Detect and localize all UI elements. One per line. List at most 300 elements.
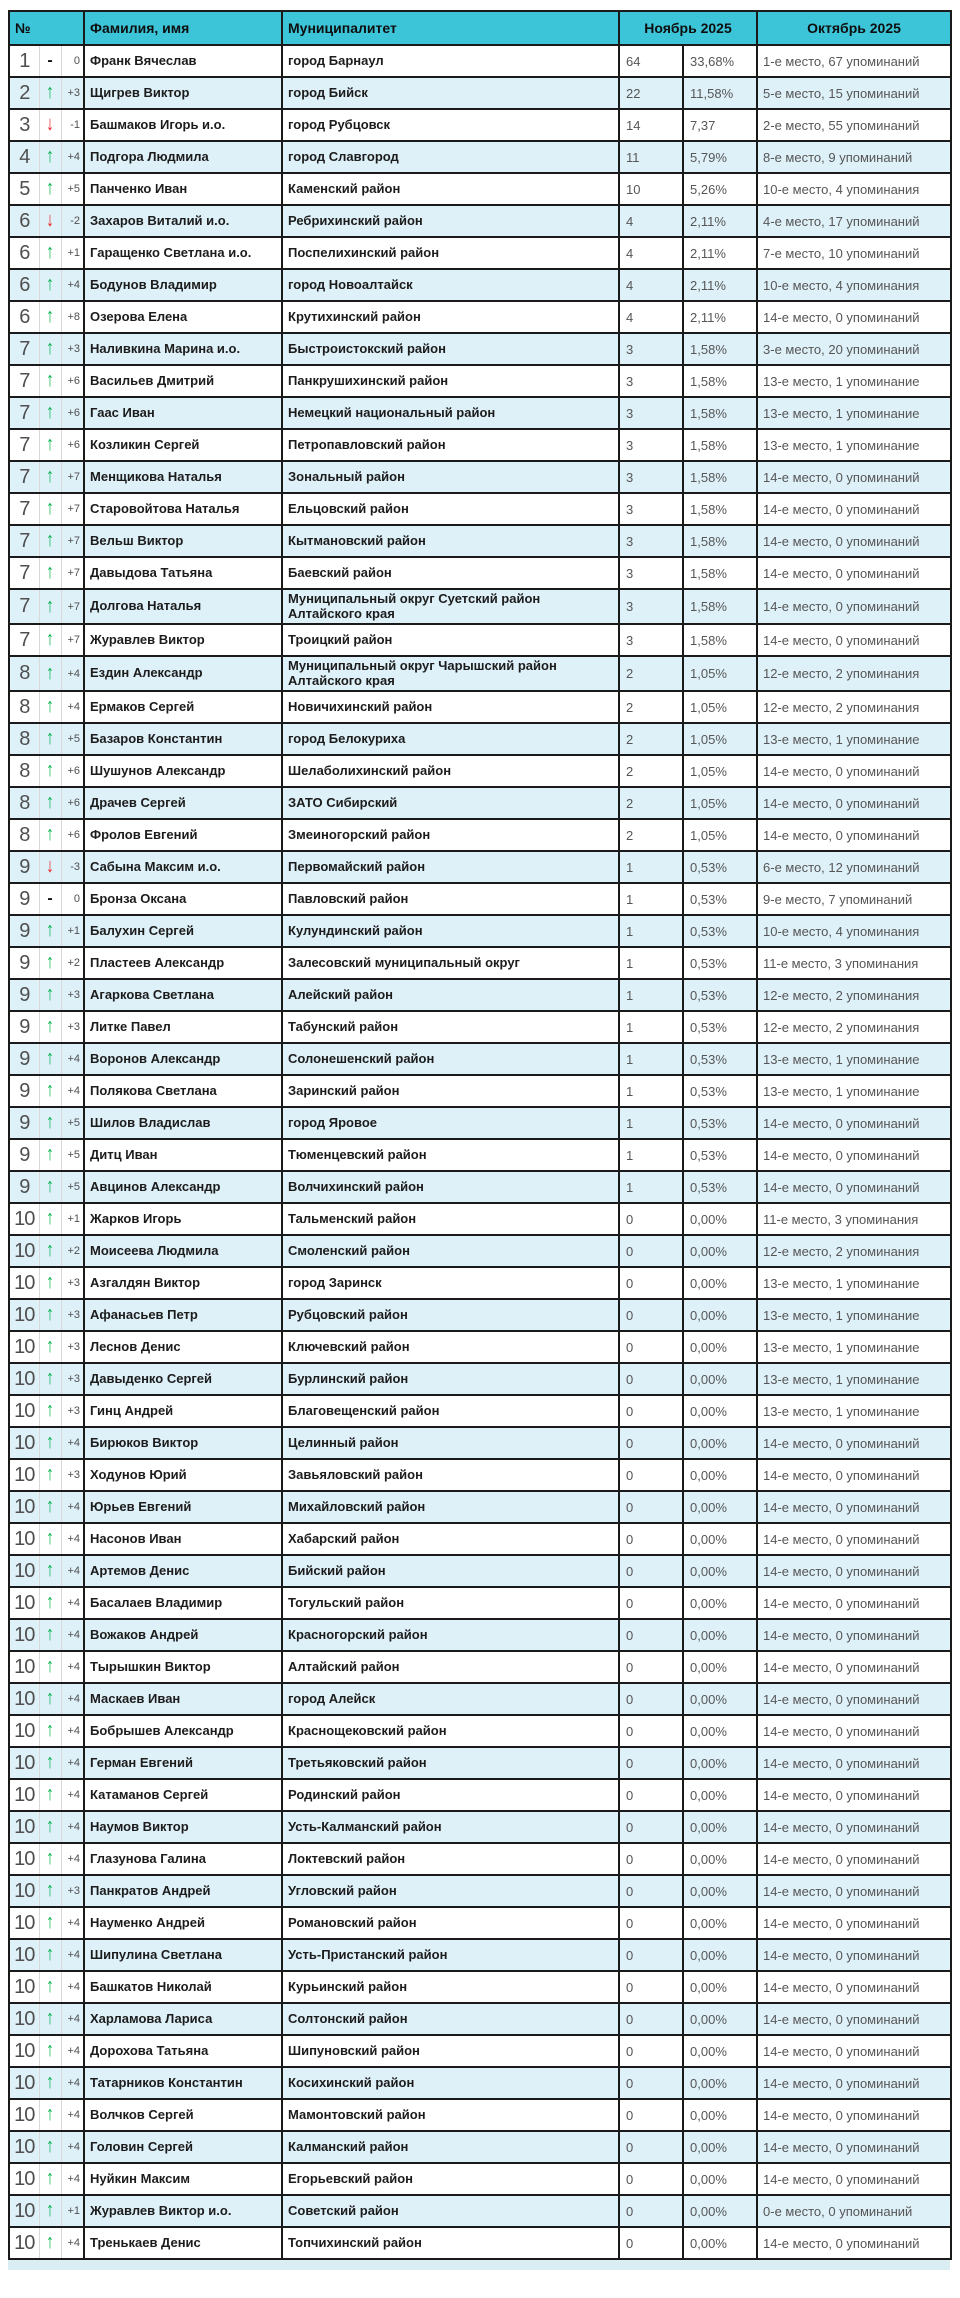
october-result-cell: 10-е место, 4 упоминания <box>757 269 951 301</box>
table-row <box>9 589 951 624</box>
trend-cell <box>39 691 61 723</box>
trend-same-icon: - <box>47 890 53 908</box>
table-row <box>9 2195 951 2227</box>
mentions-percent-cell: 33,68% <box>683 45 757 77</box>
mentions-percent-cell: 1,58% <box>683 365 757 397</box>
municipality-cell: Егорьевский район <box>282 2163 619 2195</box>
table-row <box>9 979 951 1011</box>
trend-up-icon: ↑ <box>46 337 54 359</box>
municipality-cell: Усть-Пристанский район <box>282 1939 619 1971</box>
table-row <box>9 1875 951 1907</box>
october-result-cell: 14-е место, 0 упоминаний <box>757 1555 951 1587</box>
person-name-cell: Журавлев Виктор и.о. <box>84 2195 282 2227</box>
october-result-cell: 12-е место, 2 упоминания <box>757 979 951 1011</box>
mentions-percent-cell: 0,53% <box>683 1107 757 1139</box>
rank-delta-cell: +3 <box>61 1331 84 1363</box>
person-name-cell: Науменко Андрей <box>84 1907 282 1939</box>
trend-cell <box>39 173 61 205</box>
trend-up-icon: ↑ <box>46 1815 54 1838</box>
rank-delta-cell: +4 <box>61 691 84 723</box>
table-row <box>9 1011 951 1043</box>
trend-up-icon: ↑ <box>46 951 54 974</box>
mentions-percent-cell: 1,58% <box>683 557 757 589</box>
mentions-count-cell: 0 <box>619 1715 683 1747</box>
trend-cell <box>39 557 61 589</box>
person-name-cell: Артемов Денис <box>84 1555 282 1587</box>
trend-cell <box>39 1683 61 1715</box>
municipality-cell: Целинный район <box>282 1427 619 1459</box>
mentions-count-cell: 0 <box>619 1619 683 1651</box>
mentions-count-cell: 1 <box>619 851 683 883</box>
mentions-count-cell: 0 <box>619 1747 683 1779</box>
mentions-percent-cell: 0,53% <box>683 915 757 947</box>
trend-cell <box>39 787 61 819</box>
trend-up-icon: ↑ <box>46 1879 54 1902</box>
municipality-cell: город Алейск <box>282 1683 619 1715</box>
header-rank: № <box>9 11 84 45</box>
trend-cell <box>39 1939 61 1971</box>
october-result-cell: 13-е место, 1 упоминание <box>757 1075 951 1107</box>
trend-cell <box>39 1651 61 1683</box>
trend-cell <box>39 1811 61 1843</box>
municipality-cell: город Славгород <box>282 141 619 173</box>
trend-cell <box>39 141 61 173</box>
trend-cell <box>39 1555 61 1587</box>
rank-delta-cell: +4 <box>61 1971 84 2003</box>
rank-delta-cell: +6 <box>61 755 84 787</box>
rank-cell: 10 <box>9 1235 39 1267</box>
rank-cell: 7 <box>9 397 39 429</box>
mentions-percent-cell: 0,00% <box>683 1587 757 1619</box>
rank-delta-cell: +4 <box>61 1043 84 1075</box>
rank-cell: 8 <box>9 755 39 787</box>
municipality-cell: Крутихинский район <box>282 301 619 333</box>
person-name-cell: Башмаков Игорь и.о. <box>84 109 282 141</box>
table-row <box>9 269 951 301</box>
mentions-percent-cell: 0,00% <box>683 1779 757 1811</box>
mentions-percent-cell: 7,37 <box>683 109 757 141</box>
october-result-cell: 0-е место, 0 упоминаний <box>757 2195 951 2227</box>
person-name-cell: Вельш Виктор <box>84 525 282 557</box>
rank-cell: 7 <box>9 557 39 589</box>
october-result-cell: 14-е место, 0 упоминаний <box>757 557 951 589</box>
person-name-cell: Журавлев Виктор <box>84 624 282 656</box>
rank-cell: 8 <box>9 656 39 691</box>
rank-cell: 9 <box>9 1011 39 1043</box>
rank-delta-cell: +4 <box>61 2227 84 2259</box>
mentions-percent-cell: 0,00% <box>683 1299 757 1331</box>
trend-up-icon: ↑ <box>46 2199 54 2222</box>
mentions-percent-cell: 1,05% <box>683 691 757 723</box>
rank-delta-cell: +1 <box>61 1203 84 1235</box>
next-row-partial <box>8 2260 950 2270</box>
trend-cell <box>39 656 61 691</box>
october-result-cell: 14-е место, 0 упоминаний <box>757 525 951 557</box>
rank-delta-cell: +6 <box>61 819 84 851</box>
table-row <box>9 1651 951 1683</box>
rank-delta-cell: +7 <box>61 557 84 589</box>
municipality-cell: город Рубцовск <box>282 109 619 141</box>
trend-up-icon: ↑ <box>46 1463 54 1486</box>
trend-cell <box>39 1619 61 1651</box>
municipality-cell: Солтонский район <box>282 2003 619 2035</box>
mentions-percent-cell: 0,53% <box>683 851 757 883</box>
rank-delta-cell: +7 <box>61 624 84 656</box>
table-row <box>9 2003 951 2035</box>
media-rating-table <box>8 10 952 2260</box>
october-result-cell: 14-е место, 0 упоминаний <box>757 493 951 525</box>
rank-delta-cell: +4 <box>61 1779 84 1811</box>
person-name-cell: Авцинов Александр <box>84 1171 282 1203</box>
rank-cell: 7 <box>9 461 39 493</box>
table-body <box>9 45 951 2259</box>
person-name-cell: Пластеев Александр <box>84 947 282 979</box>
rank-delta-cell: +6 <box>61 397 84 429</box>
trend-cell <box>39 915 61 947</box>
october-result-cell: 14-е место, 0 упоминаний <box>757 1651 951 1683</box>
person-name-cell: Панченко Иван <box>84 173 282 205</box>
trend-up-icon: ↑ <box>46 791 54 814</box>
municipality-cell: город Белокуриха <box>282 723 619 755</box>
october-result-cell: 13-е место, 1 упоминание <box>757 1363 951 1395</box>
rank-delta-cell: +4 <box>61 1619 84 1651</box>
rank-cell: 10 <box>9 1587 39 1619</box>
rank-delta-cell: +1 <box>61 915 84 947</box>
person-name-cell: Воронов Александр <box>84 1043 282 1075</box>
person-name-cell: Леснов Денис <box>84 1331 282 1363</box>
october-result-cell: 10-е место, 4 упоминания <box>757 173 951 205</box>
rank-delta-cell: +4 <box>61 269 84 301</box>
rank-delta-cell: +3 <box>61 979 84 1011</box>
person-name-cell: Подгора Людмила <box>84 141 282 173</box>
october-result-cell: 3-е место, 20 упоминаний <box>757 333 951 365</box>
municipality-cell: Троицкий район <box>282 624 619 656</box>
rank-cell: 8 <box>9 819 39 851</box>
mentions-count-cell: 1 <box>619 883 683 915</box>
rank-cell: 6 <box>9 301 39 333</box>
trend-cell <box>39 819 61 851</box>
mentions-count-cell: 64 <box>619 45 683 77</box>
rank-delta-cell: -2 <box>61 205 84 237</box>
table-row <box>9 397 951 429</box>
mentions-percent-cell: 0,00% <box>683 1907 757 1939</box>
municipality-cell: Мамонтовский район <box>282 2099 619 2131</box>
person-name-cell: Васильев Дмитрий <box>84 365 282 397</box>
trend-cell <box>39 333 61 365</box>
trend-up-icon: ↑ <box>46 1751 54 1774</box>
trend-up-icon: ↑ <box>46 1111 54 1134</box>
table-row <box>9 851 951 883</box>
rank-cell: 7 <box>9 333 39 365</box>
trend-cell <box>39 1267 61 1299</box>
trend-up-icon: ↑ <box>46 1911 54 1934</box>
mentions-count-cell: 3 <box>619 461 683 493</box>
october-result-cell: 13-е место, 1 упоминание <box>757 429 951 461</box>
media-rating-table-wrap <box>8 10 950 2270</box>
rank-delta-cell: +1 <box>61 237 84 269</box>
trend-cell <box>39 2099 61 2131</box>
mentions-percent-cell: 0,00% <box>683 1459 757 1491</box>
mentions-count-cell: 1 <box>619 1043 683 1075</box>
person-name-cell: Фролов Евгений <box>84 819 282 851</box>
mentions-percent-cell: 0,53% <box>683 1011 757 1043</box>
mentions-count-cell: 4 <box>619 205 683 237</box>
trend-up-icon: ↑ <box>46 1495 54 1518</box>
mentions-count-cell: 0 <box>619 1811 683 1843</box>
person-name-cell: Дитц Иван <box>84 1139 282 1171</box>
municipality-cell: Третьяковский район <box>282 1747 619 1779</box>
mentions-count-cell: 1 <box>619 1011 683 1043</box>
rank-cell: 7 <box>9 429 39 461</box>
rank-delta-cell: +5 <box>61 1139 84 1171</box>
person-name-cell: Тырышкин Виктор <box>84 1651 282 1683</box>
mentions-count-cell: 0 <box>619 2035 683 2067</box>
rank-delta-cell: +4 <box>61 1523 84 1555</box>
trend-up-icon: ↑ <box>46 1335 54 1358</box>
october-result-cell: 8-е место, 9 упоминаний <box>757 141 951 173</box>
trend-up-icon: ↑ <box>46 1399 54 1422</box>
october-result-cell: 14-е место, 0 упоминаний <box>757 1907 951 1939</box>
rank-delta-cell: +5 <box>61 1107 84 1139</box>
table-row <box>9 947 951 979</box>
trend-same-icon: - <box>47 52 53 69</box>
municipality-cell: Тюменцевский район <box>282 1139 619 1171</box>
municipality-cell: Благовещенский район <box>282 1395 619 1427</box>
person-name-cell: Базаров Константин <box>84 723 282 755</box>
rank-cell: 7 <box>9 365 39 397</box>
mentions-percent-cell: 0,00% <box>683 2003 757 2035</box>
person-name-cell: Долгова Наталья <box>84 589 282 624</box>
trend-cell <box>39 205 61 237</box>
mentions-count-cell: 1 <box>619 1075 683 1107</box>
trend-up-icon: ↑ <box>46 2071 54 2094</box>
rank-cell: 10 <box>9 2099 39 2131</box>
mentions-percent-cell: 0,00% <box>683 1971 757 2003</box>
mentions-percent-cell: 1,58% <box>683 589 757 624</box>
table-row <box>9 1043 951 1075</box>
rank-delta-cell: +2 <box>61 1235 84 1267</box>
rank-delta-cell: +3 <box>61 1395 84 1427</box>
october-result-cell: 12-е место, 2 упоминания <box>757 656 951 691</box>
person-name-cell: Гаас Иван <box>84 397 282 429</box>
trend-up-icon: ↑ <box>46 1175 54 1198</box>
trend-up-icon: ↑ <box>46 2103 54 2126</box>
trend-up-icon: ↑ <box>46 727 54 750</box>
trend-up-icon: ↑ <box>46 1367 54 1390</box>
october-result-cell: 14-е место, 0 упоминаний <box>757 1107 951 1139</box>
municipality-cell: Советский район <box>282 2195 619 2227</box>
trend-cell <box>39 237 61 269</box>
october-result-cell: 13-е место, 1 упоминание <box>757 1331 951 1363</box>
table-row <box>9 1587 951 1619</box>
table-row <box>9 1171 951 1203</box>
municipality-cell: город Барнаул <box>282 45 619 77</box>
rank-delta-cell: +7 <box>61 525 84 557</box>
table-row <box>9 1779 951 1811</box>
header-name: Фамилия, имя <box>84 11 282 45</box>
october-result-cell: 14-е место, 0 упоминаний <box>757 2067 951 2099</box>
october-result-cell: 14-е место, 0 упоминаний <box>757 2131 951 2163</box>
person-name-cell: Бодунов Владимир <box>84 269 282 301</box>
table-row <box>9 691 951 723</box>
rank-cell: 10 <box>9 2227 39 2259</box>
mentions-percent-cell: 2,11% <box>683 301 757 333</box>
rank-cell: 10 <box>9 2195 39 2227</box>
person-name-cell: Ермаков Сергей <box>84 691 282 723</box>
person-name-cell: Бронза Оксана <box>84 883 282 915</box>
table-row <box>9 1491 951 1523</box>
october-result-cell: 14-е место, 0 упоминаний <box>757 1715 951 1747</box>
rank-delta-cell: +2 <box>61 947 84 979</box>
municipality-cell: город Новоалтайск <box>282 269 619 301</box>
mentions-percent-cell: 0,00% <box>683 2131 757 2163</box>
trend-up-icon: ↑ <box>46 529 54 551</box>
table-row <box>9 1459 951 1491</box>
rank-cell: 6 <box>9 205 39 237</box>
rank-cell: 10 <box>9 1491 39 1523</box>
rank-cell: 10 <box>9 1363 39 1395</box>
table-row <box>9 205 951 237</box>
mentions-percent-cell: 1,58% <box>683 429 757 461</box>
rank-delta-cell: +4 <box>61 1939 84 1971</box>
trend-cell <box>39 461 61 493</box>
october-result-cell: 14-е место, 0 упоминаний <box>757 1587 951 1619</box>
person-name-cell: Наливкина Марина и.о. <box>84 333 282 365</box>
rank-delta-cell: +3 <box>61 77 84 109</box>
municipality-cell: Бийский район <box>282 1555 619 1587</box>
table-row <box>9 237 951 269</box>
person-name-cell: Басалаев Владимир <box>84 1587 282 1619</box>
table-row <box>9 2035 951 2067</box>
october-result-cell: 14-е место, 0 упоминаний <box>757 819 951 851</box>
trend-up-icon: ↑ <box>46 305 54 327</box>
trend-cell <box>39 1171 61 1203</box>
table-row <box>9 525 951 557</box>
municipality-cell: Быстроистокский район <box>282 333 619 365</box>
trend-up-icon: ↑ <box>46 1207 54 1230</box>
table-row <box>9 2067 951 2099</box>
rank-delta-cell: +6 <box>61 787 84 819</box>
mentions-count-cell: 0 <box>619 1523 683 1555</box>
october-result-cell: 13-е место, 1 упоминание <box>757 1267 951 1299</box>
table-row <box>9 1139 951 1171</box>
mentions-percent-cell: 1,05% <box>683 787 757 819</box>
table-row <box>9 787 951 819</box>
trend-down-icon: ↓ <box>46 209 54 231</box>
mentions-count-cell: 0 <box>619 1267 683 1299</box>
municipality-cell: Табунский район <box>282 1011 619 1043</box>
municipality-cell: Угловский район <box>282 1875 619 1907</box>
rank-delta-cell: +6 <box>61 429 84 461</box>
october-result-cell: 14-е место, 0 упоминаний <box>757 589 951 624</box>
rank-cell: 9 <box>9 1043 39 1075</box>
table-row <box>9 755 951 787</box>
rank-cell: 5 <box>9 173 39 205</box>
trend-cell <box>39 624 61 656</box>
october-result-cell: 14-е место, 0 упоминаний <box>757 1491 951 1523</box>
table-row <box>9 723 951 755</box>
trend-cell <box>39 1875 61 1907</box>
rank-delta-cell: +7 <box>61 493 84 525</box>
mentions-count-cell: 0 <box>619 2003 683 2035</box>
mentions-percent-cell: 0,00% <box>683 2163 757 2195</box>
rank-delta-cell: +3 <box>61 1459 84 1491</box>
rank-cell: 9 <box>9 1171 39 1203</box>
rank-cell: 10 <box>9 1971 39 2003</box>
trend-cell <box>39 2163 61 2195</box>
municipality-cell: Локтевский район <box>282 1843 619 1875</box>
municipality-cell: Первомайский район <box>282 851 619 883</box>
trend-up-icon: ↑ <box>46 1559 54 1582</box>
rank-cell: 2 <box>9 77 39 109</box>
trend-cell <box>39 1235 61 1267</box>
mentions-percent-cell: 1,58% <box>683 333 757 365</box>
mentions-count-cell: 0 <box>619 2163 683 2195</box>
mentions-percent-cell: 0,00% <box>683 1235 757 1267</box>
table-row <box>9 557 951 589</box>
mentions-percent-cell: 0,00% <box>683 1523 757 1555</box>
rank-cell: 8 <box>9 787 39 819</box>
trend-down-icon: ↓ <box>46 113 54 135</box>
person-name-cell: Дорохова Татьяна <box>84 2035 282 2067</box>
municipality-cell: Павловский район <box>282 883 619 915</box>
mentions-count-cell: 0 <box>619 1203 683 1235</box>
trend-cell <box>39 493 61 525</box>
municipality-cell: Зональный район <box>282 461 619 493</box>
mentions-count-cell: 0 <box>619 1875 683 1907</box>
table-row <box>9 883 951 915</box>
trend-cell <box>39 1299 61 1331</box>
trend-cell <box>39 365 61 397</box>
october-result-cell: 13-е место, 1 упоминание <box>757 1043 951 1075</box>
trend-up-icon: ↑ <box>46 561 54 583</box>
trend-cell <box>39 1779 61 1811</box>
mentions-percent-cell: 0,00% <box>683 1811 757 1843</box>
table-row <box>9 141 951 173</box>
rank-delta-cell: +4 <box>61 1587 84 1619</box>
trend-cell <box>39 1523 61 1555</box>
municipality-cell: Баевский район <box>282 557 619 589</box>
trend-up-icon: ↑ <box>46 919 54 942</box>
table-row <box>9 1395 951 1427</box>
person-name-cell: Менщикова Наталья <box>84 461 282 493</box>
municipality-cell: Тогульский район <box>282 1587 619 1619</box>
trend-cell <box>39 2067 61 2099</box>
october-result-cell: 1-е место, 67 упоминаний <box>757 45 951 77</box>
mentions-percent-cell: 0,53% <box>683 1139 757 1171</box>
trend-cell <box>39 109 61 141</box>
rank-cell: 10 <box>9 1843 39 1875</box>
table-row <box>9 1427 951 1459</box>
rank-delta-cell: +4 <box>61 1715 84 1747</box>
trend-up-icon: ↑ <box>46 1655 54 1678</box>
table-row <box>9 1811 951 1843</box>
rank-cell: 10 <box>9 1747 39 1779</box>
person-name-cell: Щигрев Виктор <box>84 77 282 109</box>
trend-cell <box>39 979 61 1011</box>
october-result-cell: 14-е место, 0 упоминаний <box>757 755 951 787</box>
trend-cell <box>39 1715 61 1747</box>
trend-cell <box>39 2195 61 2227</box>
person-name-cell: Ходунов Юрий <box>84 1459 282 1491</box>
table-row <box>9 1843 951 1875</box>
person-name-cell: Давыденко Сергей <box>84 1363 282 1395</box>
october-result-cell: 13-е место, 1 упоминание <box>757 723 951 755</box>
mentions-count-cell: 1 <box>619 1139 683 1171</box>
trend-up-icon: ↑ <box>46 1847 54 1870</box>
mentions-percent-cell: 0,00% <box>683 1395 757 1427</box>
mentions-count-cell: 22 <box>619 77 683 109</box>
